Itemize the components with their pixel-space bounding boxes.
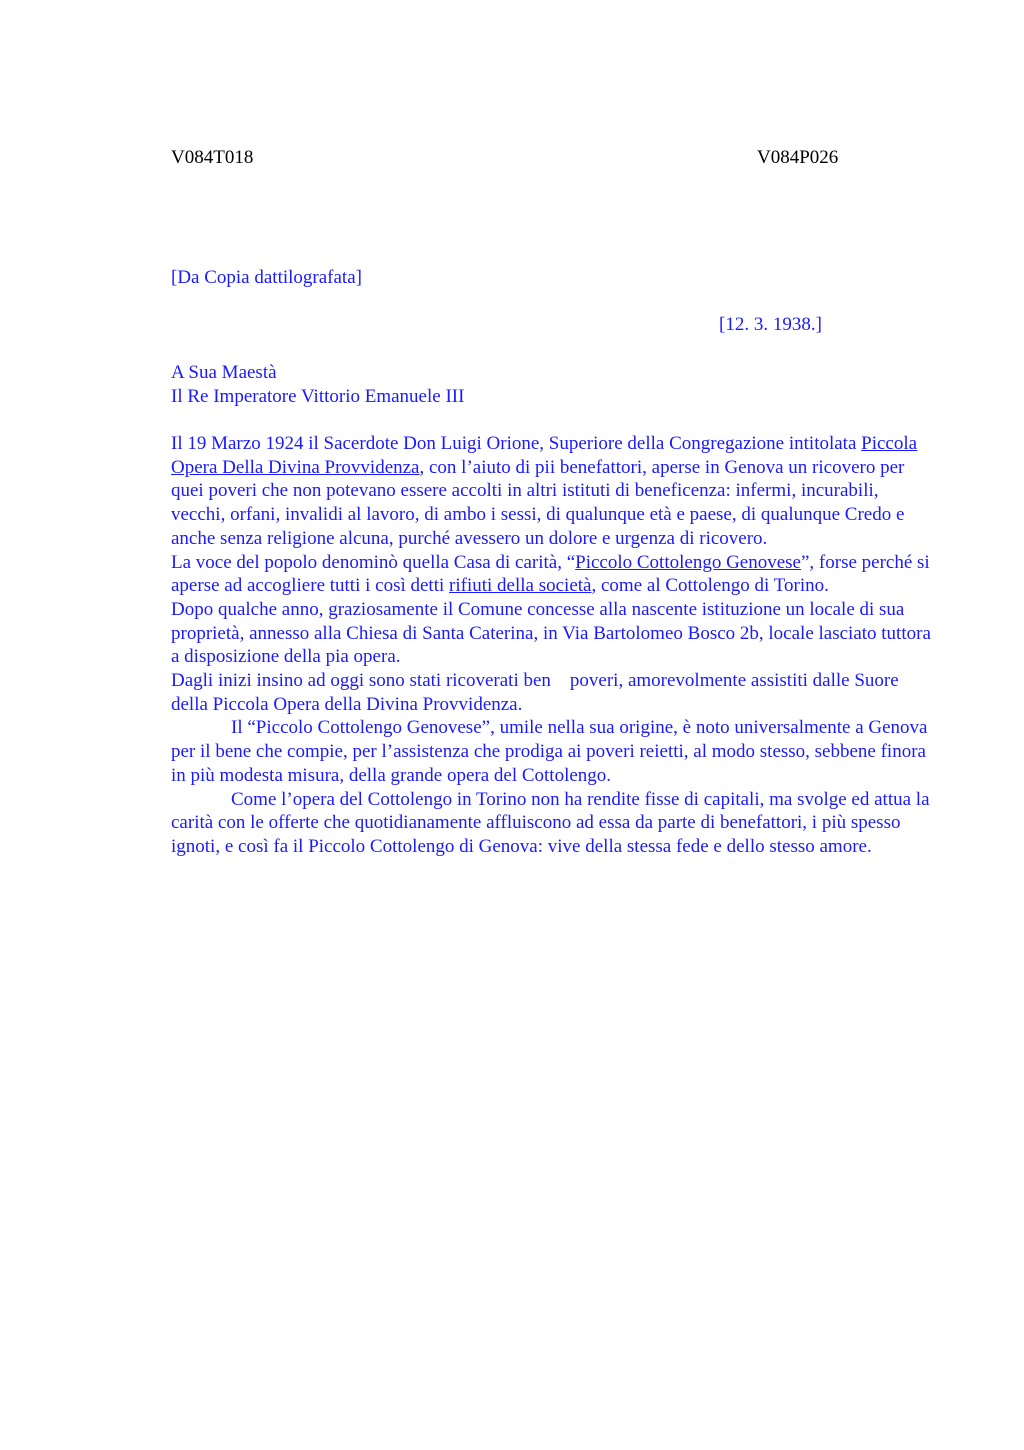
paragraph-4: Dagli inizi insino ad oggi sono stati ricoverati ben poveri, amorevolmente assistiti dalle Suore della Piccola Opera della Divina Provvidenza. (171, 670, 904, 715)
congregation-name-underlined: Piccola Opera Della Divina Provvidenza (171, 433, 918, 478)
paragraph-5: Il “Piccolo Cottolengo Genovese”, umile nella sua origine, è noto universalmente a Genova per il bene che compie, per l’assistenza che prodiga ai poveri reietti, al modo stesso, sebbene finora in più modesta misura, della grande opera del Cottolengo. (171, 717, 928, 786)
address-line-1: A Sua Maestà (171, 362, 277, 383)
document-code-left: V084T018 (171, 147, 254, 168)
paragraph-2-text-c: , come al Cottolengo di Torino. (591, 575, 829, 597)
paragraph-1-text-a: Il 19 Marzo 1924 il Sacerdote Don Luigi Orione, Superiore della Congregazione intitolata (171, 433, 862, 454)
letter-body (171, 432, 931, 859)
source-note: [Da Copia dattilografata] (171, 267, 362, 288)
paragraph-2 (171, 551, 931, 598)
society-rejects-underlined: rifiuti della società (449, 575, 592, 597)
institution-name-underlined: Piccolo Cottolengo Genovese (575, 551, 801, 573)
paragraph-1-text-b: , con l’aiuto di pii benefattori, aperse in Genova un ricovero per quei poveri che non potevano essere accolti in altri istituti di beneficenza: infermi, incurabili, vecchi, orfani, invalidi al lavoro, di ambo i sessi, di qualunque età e paese, di qualunque Credo e anche senza religione alcuna, purché avessero un dolore e urgenza di ricovero. (171, 456, 905, 549)
letter-date: [12. 3. 1938.] (719, 314, 822, 335)
paragraph-2-text-b: ”, forse perché si aperse ad accogliere tutti i così detti (171, 551, 930, 597)
paragraph-1 (171, 432, 931, 551)
document-code-right: V084P026 (757, 147, 839, 168)
paragraph-2-text-a: La voce del popolo denominò quella Casa di carità, “ (171, 551, 576, 573)
address-line-2: Il Re Imperatore Vittorio Emanuele III (171, 385, 465, 407)
recipient-address (171, 361, 464, 408)
paragraph-3: Dopo qualche anno, graziosamente il Comune concesse alla nascente istituzione un locale di sua proprietà, annesso alla Chiesa di Santa Caterina, in Via Bartolomeo Bosco 2b, locale lasciato tuttora a disposizione della pia opera. (171, 598, 931, 668)
paragraph-6: Come l’opera del Cottolengo in Torino non ha rendite fisse di capitali, ma svolge ed attua la carità con le offerte che quotidianamente affluiscono ad essa da parte di benefattori, i più spesso ignoti, e così fa il Piccolo Cottolengo di Genova: vive della stessa fede e dello stesso amore. (171, 788, 930, 857)
